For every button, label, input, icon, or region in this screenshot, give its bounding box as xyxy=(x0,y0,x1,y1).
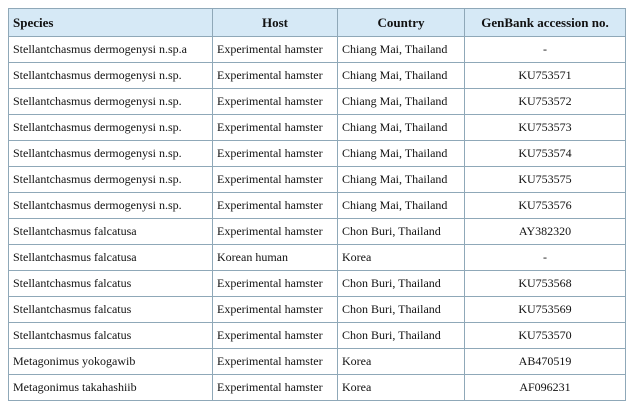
host-cell: Experimental hamster xyxy=(213,193,338,219)
host-cell: Korean human xyxy=(213,245,338,271)
column-header-country: Country xyxy=(338,9,465,37)
country-cell: Chiang Mai, Thailand xyxy=(338,141,465,167)
table-row xyxy=(9,37,626,63)
table-row xyxy=(9,115,626,141)
column-header-accession: GenBank accession no. xyxy=(465,9,626,37)
species-cell: Metagonimus takahashiib xyxy=(9,375,213,401)
table-row xyxy=(9,167,626,193)
host-cell: Experimental hamster xyxy=(213,167,338,193)
country-cell: Chiang Mai, Thailand xyxy=(338,63,465,89)
host-cell: Experimental hamster xyxy=(213,297,338,323)
host-cell: Experimental hamster xyxy=(213,115,338,141)
column-header-species: Species xyxy=(9,9,213,37)
species-cell: Stellantchasmus falcatus xyxy=(9,323,213,349)
accession-cell: AB470519 xyxy=(465,349,626,375)
species-cell: Metagonimus yokogawib xyxy=(9,349,213,375)
table-row xyxy=(9,89,626,115)
accession-cell: KU753573 xyxy=(465,115,626,141)
species-cell: Stellantchasmus dermogenysi n.sp. xyxy=(9,89,213,115)
table-row xyxy=(9,375,626,401)
accession-cell: - xyxy=(465,37,626,63)
species-cell: Stellantchasmus dermogenysi n.sp. xyxy=(9,167,213,193)
species-cell: Stellantchasmus falcatusa xyxy=(9,245,213,271)
accession-cell: KU753569 xyxy=(465,297,626,323)
host-cell: Experimental hamster xyxy=(213,141,338,167)
accession-cell: KU753572 xyxy=(465,89,626,115)
table-row xyxy=(9,271,626,297)
country-cell: Chon Buri, Thailand xyxy=(338,271,465,297)
host-cell: Experimental hamster xyxy=(213,271,338,297)
country-cell: Korea xyxy=(338,375,465,401)
species-cell: Stellantchasmus dermogenysi n.sp. xyxy=(9,115,213,141)
accession-cell: - xyxy=(465,245,626,271)
accession-cell: AY382320 xyxy=(465,219,626,245)
accession-cell: KU753576 xyxy=(465,193,626,219)
species-cell: Stellantchasmus falcatusa xyxy=(9,219,213,245)
species-cell: Stellantchasmus falcatus xyxy=(9,271,213,297)
country-cell: Korea xyxy=(338,245,465,271)
host-cell: Experimental hamster xyxy=(213,349,338,375)
species-cell: Stellantchasmus dermogenysi n.sp. xyxy=(9,63,213,89)
table-row xyxy=(9,245,626,271)
country-cell: Chiang Mai, Thailand xyxy=(338,115,465,141)
host-cell: Experimental hamster xyxy=(213,37,338,63)
accession-cell: KU753575 xyxy=(465,167,626,193)
species-cell: Stellantchasmus dermogenysi n.sp.a xyxy=(9,37,213,63)
species-cell: Stellantchasmus dermogenysi n.sp. xyxy=(9,193,213,219)
country-cell: Chiang Mai, Thailand xyxy=(338,167,465,193)
table-row xyxy=(9,349,626,375)
table-row xyxy=(9,193,626,219)
table-container xyxy=(8,8,626,401)
country-cell: Chon Buri, Thailand xyxy=(338,297,465,323)
species-cell: Stellantchasmus falcatus xyxy=(9,297,213,323)
table-row xyxy=(9,219,626,245)
table-body xyxy=(9,37,626,401)
accession-cell: KU753568 xyxy=(465,271,626,297)
country-cell: Chiang Mai, Thailand xyxy=(338,89,465,115)
accession-cell: KU753574 xyxy=(465,141,626,167)
accession-cell: KU753570 xyxy=(465,323,626,349)
accession-cell: KU753571 xyxy=(465,63,626,89)
species-cell: Stellantchasmus dermogenysi n.sp. xyxy=(9,141,213,167)
table-row xyxy=(9,297,626,323)
header-row xyxy=(9,9,626,37)
table-header xyxy=(9,9,626,37)
accession-cell: AF096231 xyxy=(465,375,626,401)
species-table xyxy=(8,8,626,401)
host-cell: Experimental hamster xyxy=(213,63,338,89)
country-cell: Chon Buri, Thailand xyxy=(338,323,465,349)
country-cell: Chiang Mai, Thailand xyxy=(338,37,465,63)
country-cell: Chon Buri, Thailand xyxy=(338,219,465,245)
table-row xyxy=(9,63,626,89)
country-cell: Chiang Mai, Thailand xyxy=(338,193,465,219)
host-cell: Experimental hamster xyxy=(213,89,338,115)
country-cell: Korea xyxy=(338,349,465,375)
column-header-host: Host xyxy=(213,9,338,37)
table-row xyxy=(9,141,626,167)
table-row xyxy=(9,323,626,349)
host-cell: Experimental hamster xyxy=(213,219,338,245)
host-cell: Experimental hamster xyxy=(213,375,338,401)
host-cell: Experimental hamster xyxy=(213,323,338,349)
